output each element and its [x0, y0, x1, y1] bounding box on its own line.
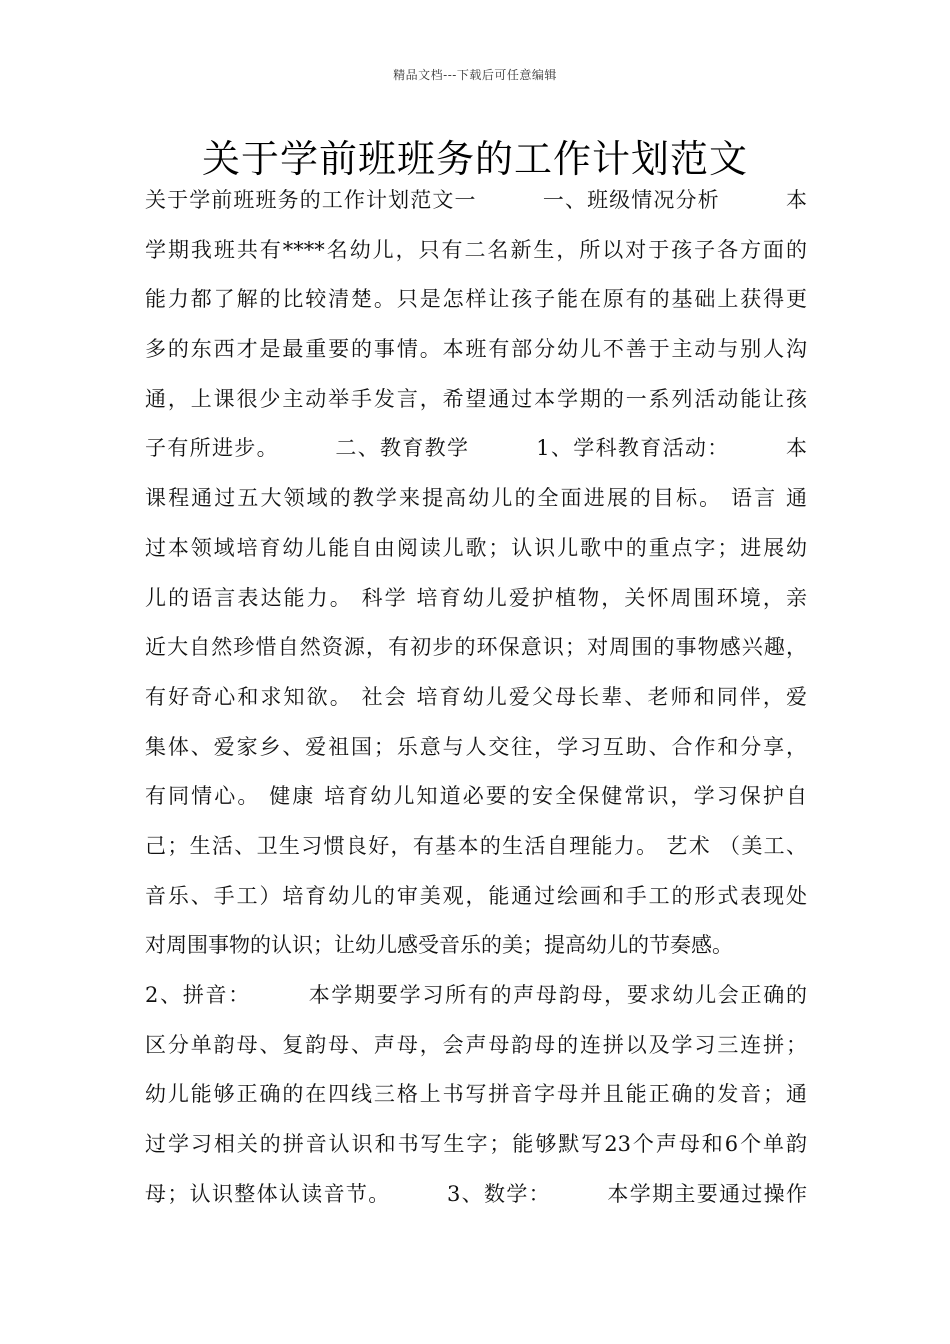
body-line: 过本领域培育幼儿能自由阅读儿歌；认识儿歌中的重点字；进展幼 — [145, 535, 807, 560]
body-line: 儿的语言表达能力。 科学 培育幼儿爱护植物，关怀周围环境，亲 — [145, 585, 807, 610]
page-header-note: 精品文档---下载后可任意编辑 — [393, 68, 557, 82]
document-title: 关于学前班班务的工作计划范文 — [201, 137, 748, 181]
body-line: 集体、爱家乡、爱祖国；乐意与人交往，学习互助、合作和分享， — [145, 734, 807, 759]
body-line: 区分单韵母、复韵母、声母，会声母韵母的连拼以及学习三连拼； — [145, 1032, 807, 1057]
body-line: 母；认识整体认读音节。 3、数学： 本学期主要通过操作 — [145, 1181, 807, 1206]
body-line: 子有所进步。 二、教育教学 1、学科教育活动： 本 — [145, 436, 807, 461]
body-line: 关于学前班班务的工作计划范文一 一、班级情况分析 本 — [145, 188, 807, 212]
document-body — [145, 182, 807, 1225]
body-line: 有好奇心和求知欲。 社会 培育幼儿爱父母长辈、老师和同伴，爱 — [145, 684, 807, 709]
body-line: 音乐、手工）培育幼儿的审美观，能通过绘画和手工的形式表现处 — [145, 883, 807, 908]
body-line: 课程通过五大领域的教学来提高幼儿的全面进展的目标。 语言 通 — [145, 486, 807, 511]
body-line: 学期我班共有****名幼儿，只有二名新生，所以对于孩子各方面的 — [145, 237, 807, 262]
body-line: 多的东西才是最重要的事情。本班有部分幼儿不善于主动与别人沟 — [145, 337, 807, 362]
body-line: 过学习相关的拼音认识和书写生字；能够默写23个声母和6个单韵 — [145, 1132, 807, 1157]
body-line: 对周围事物的认识；让幼儿感受音乐的美；提高幼儿的节奏感。 — [145, 933, 733, 958]
body-line: 幼儿能够正确的在四线三格上书写拼音字母并且能正确的发音；通 — [145, 1082, 807, 1107]
body-line: 通，上课很少主动举手发言，希望通过本学期的一系列活动能让孩 — [145, 386, 807, 411]
body-line: 己；生活、卫生习惯良好，有基本的生活自理能力。 艺术 （美工、 — [145, 833, 807, 858]
body-line: 能力都了解的比较清楚。只是怎样让孩子能在原有的基础上获得更 — [145, 287, 807, 312]
body-line: 有同情心。 健康 培育幼儿知道必要的安全保健常识，学习保护自 — [145, 784, 807, 809]
body-line: 2、拼音： 本学期要学习所有的声母韵母，要求幼儿会正确的 — [145, 983, 807, 1007]
body-line: 近大自然珍惜自然资源，有初步的环保意识；对周围的事物感兴趣， — [145, 635, 807, 660]
